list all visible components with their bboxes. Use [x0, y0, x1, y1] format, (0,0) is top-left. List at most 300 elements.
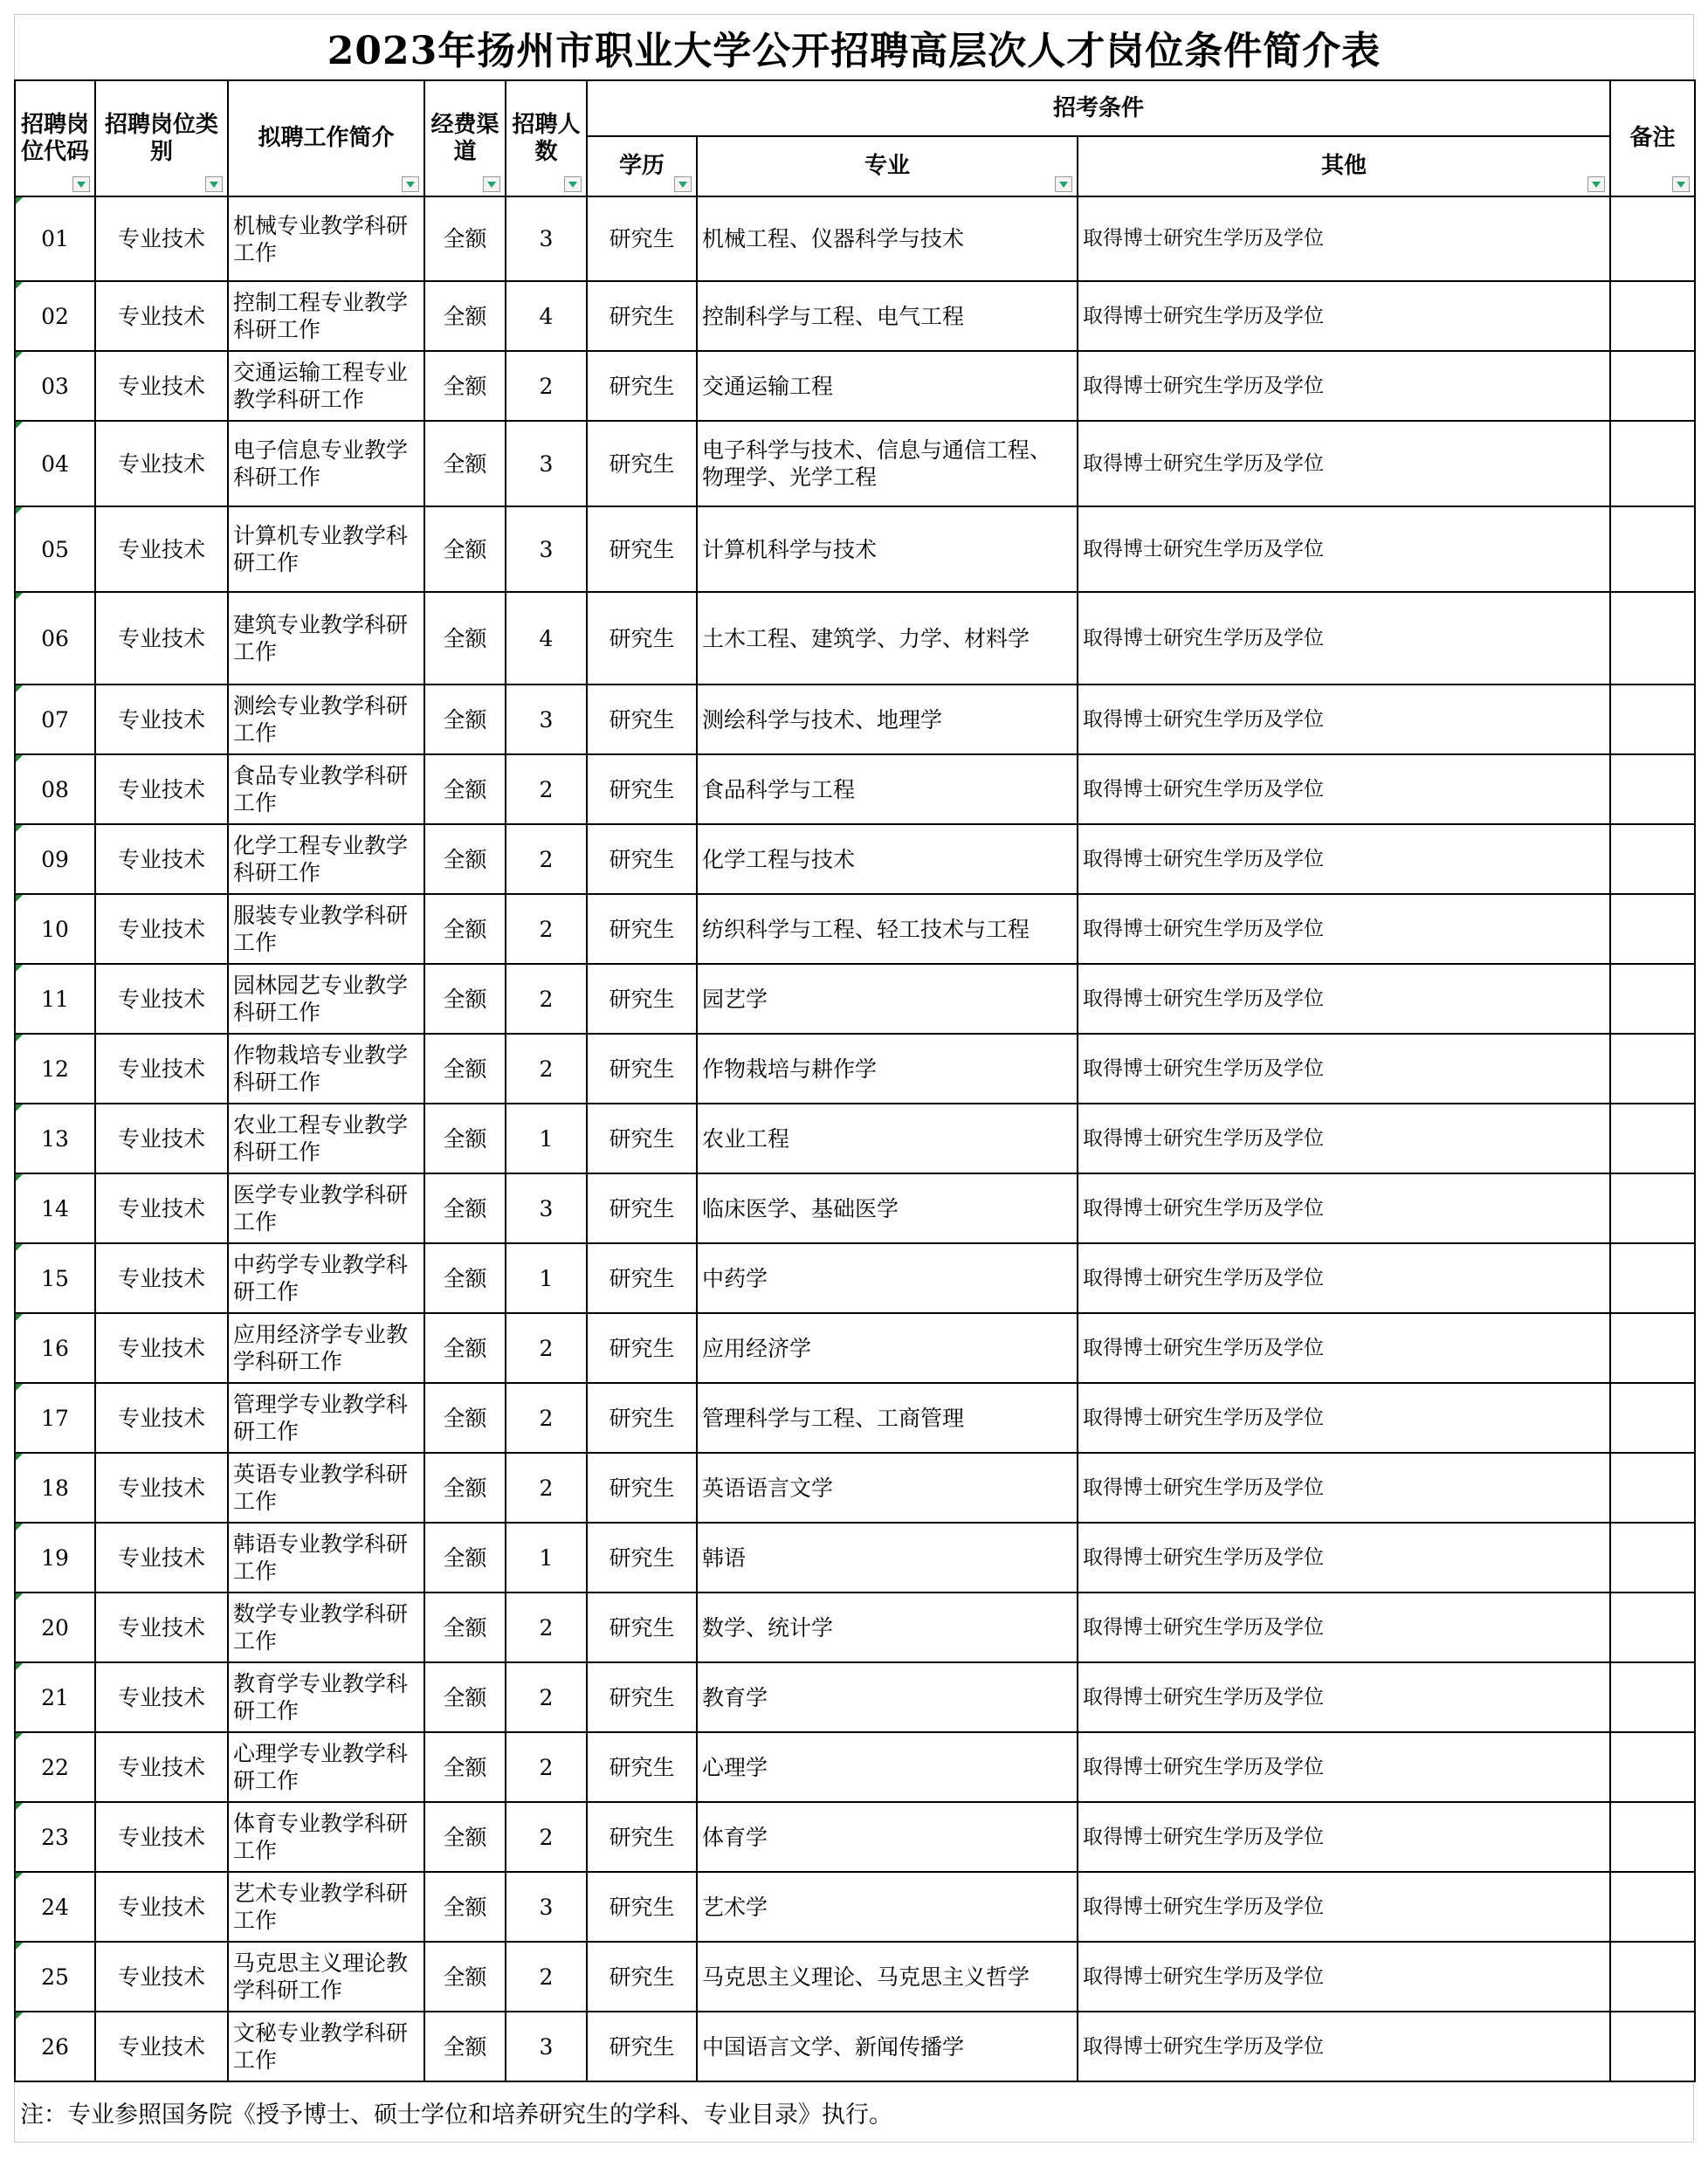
cell-other[interactable]: 取得博士研究生学历及学位	[1078, 754, 1610, 824]
cell-funding[interactable]: 全额	[424, 1872, 506, 1942]
cell-count[interactable]: 1	[506, 1104, 587, 1173]
cell-marker-icon	[16, 1663, 23, 1670]
cell-education[interactable]: 研究生	[587, 1383, 697, 1453]
cell-education[interactable]: 研究生	[587, 1453, 697, 1523]
table-row	[15, 281, 1695, 351]
cell-education[interactable]: 研究生	[587, 754, 697, 824]
cell-category[interactable]: 专业技术	[95, 1173, 228, 1243]
cell-major[interactable]: 交通运输工程	[697, 351, 1078, 421]
cell-remark[interactable]	[1610, 1104, 1695, 1173]
cell-funding[interactable]: 全额	[424, 281, 506, 351]
cell-remark[interactable]	[1610, 1872, 1695, 1942]
header-funding: 经费渠道	[424, 80, 506, 196]
cell-category[interactable]: 专业技术	[95, 754, 228, 824]
cell-category[interactable]: 专业技术	[95, 894, 228, 964]
cell-other[interactable]: 取得博士研究生学历及学位	[1078, 1173, 1610, 1243]
cell-education[interactable]: 研究生	[587, 1034, 697, 1104]
cell-code[interactable]: 06	[15, 592, 95, 684]
cell-other[interactable]: 取得博士研究生学历及学位	[1078, 1942, 1610, 2012]
cell-major[interactable]: 中药学	[697, 1243, 1078, 1313]
cell-marker-icon	[16, 352, 23, 359]
footnote: 注：专业参照国务院《授予博士、硕士学位和培养研究生的学科、专业目录》执行。	[14, 2082, 1694, 2143]
cell-other[interactable]: 取得博士研究生学历及学位	[1078, 964, 1610, 1034]
cell-intro[interactable]: 计算机专业教学科研工作	[228, 506, 424, 592]
cell-intro[interactable]: 医学专业教学科研工作	[228, 1173, 424, 1243]
cell-code[interactable]: 24	[15, 1872, 95, 1942]
cell-marker-icon	[16, 1314, 23, 1321]
cell-education[interactable]: 研究生	[587, 1173, 697, 1243]
cell-marker-icon	[16, 1384, 23, 1391]
filter-dropdown-icon[interactable]	[564, 176, 582, 192]
cell-funding[interactable]: 全额	[424, 824, 506, 894]
cell-count[interactable]: 2	[506, 1592, 587, 1662]
cell-count[interactable]: 3	[506, 684, 587, 754]
cell-intro[interactable]: 体育专业教学科研工作	[228, 1802, 424, 1872]
spreadsheet	[14, 14, 1694, 2143]
cell-code[interactable]: 02	[15, 281, 95, 351]
cell-major[interactable]: 农业工程	[697, 1104, 1078, 1173]
cell-marker-icon	[16, 825, 23, 832]
cell-major[interactable]: 纺织科学与工程、轻工技术与工程	[697, 894, 1078, 964]
cell-other[interactable]: 取得博士研究生学历及学位	[1078, 351, 1610, 421]
table-row	[15, 1104, 1695, 1173]
cell-major[interactable]: 计算机科学与技术	[697, 506, 1078, 592]
cell-education[interactable]: 研究生	[587, 1592, 697, 1662]
table-row	[15, 1732, 1695, 1802]
table-row	[15, 894, 1695, 964]
cell-marker-icon	[16, 422, 23, 429]
cell-remark[interactable]	[1610, 754, 1695, 824]
cell-education[interactable]: 研究生	[587, 196, 697, 281]
cell-funding[interactable]: 全额	[424, 196, 506, 281]
cell-count[interactable]: 2	[506, 1802, 587, 1872]
cell-funding[interactable]: 全额	[424, 1732, 506, 1802]
cell-funding[interactable]: 全额	[424, 1453, 506, 1523]
cell-code[interactable]: 19	[15, 1523, 95, 1592]
filter-dropdown-icon[interactable]	[1672, 176, 1690, 192]
table-row	[15, 1243, 1695, 1313]
table-row	[15, 754, 1695, 824]
cell-remark[interactable]	[1610, 2012, 1695, 2081]
cell-remark[interactable]	[1610, 1243, 1695, 1313]
cell-remark[interactable]	[1610, 1942, 1695, 2012]
cell-count[interactable]: 2	[506, 351, 587, 421]
table-row	[15, 592, 1695, 684]
table-row	[15, 1453, 1695, 1523]
cell-other[interactable]: 取得博士研究生学历及学位	[1078, 1872, 1610, 1942]
cell-category[interactable]: 专业技术	[95, 1104, 228, 1173]
cell-remark[interactable]	[1610, 1523, 1695, 1592]
cell-count[interactable]: 3	[506, 421, 587, 506]
cell-intro[interactable]: 机械专业教学科研工作	[228, 196, 424, 281]
cell-education[interactable]: 研究生	[587, 1732, 697, 1802]
cell-category[interactable]: 专业技术	[95, 1662, 228, 1732]
cell-education[interactable]: 研究生	[587, 2012, 697, 2081]
cell-funding[interactable]: 全额	[424, 506, 506, 592]
cell-code[interactable]: 18	[15, 1453, 95, 1523]
cell-other[interactable]: 取得博士研究生学历及学位	[1078, 1662, 1610, 1732]
cell-marker-icon	[16, 1873, 23, 1880]
cell-marker-icon	[16, 197, 23, 204]
cell-other[interactable]: 取得博士研究生学历及学位	[1078, 592, 1610, 684]
cell-funding[interactable]: 全额	[424, 592, 506, 684]
cell-remark[interactable]	[1610, 281, 1695, 351]
header-remark: 备注	[1610, 80, 1695, 196]
cell-other[interactable]: 取得博士研究生学历及学位	[1078, 824, 1610, 894]
cell-code[interactable]: 26	[15, 2012, 95, 2081]
cell-education[interactable]: 研究生	[587, 894, 697, 964]
cell-major[interactable]: 控制科学与工程、电气工程	[697, 281, 1078, 351]
cell-category[interactable]: 专业技术	[95, 2012, 228, 2081]
cell-marker-icon	[16, 1943, 23, 1950]
cell-count[interactable]: 2	[506, 754, 587, 824]
cell-code[interactable]: 03	[15, 351, 95, 421]
cell-funding[interactable]: 全额	[424, 1592, 506, 1662]
cell-funding[interactable]: 全额	[424, 1383, 506, 1453]
cell-category[interactable]: 专业技术	[95, 421, 228, 506]
cell-category[interactable]: 专业技术	[95, 1592, 228, 1662]
header-count: 招聘人数	[506, 80, 587, 196]
cell-funding[interactable]: 全额	[424, 1313, 506, 1383]
cell-intro[interactable]: 中药学专业教学科研工作	[228, 1243, 424, 1313]
cell-intro[interactable]: 园林园艺专业教学科研工作	[228, 964, 424, 1034]
cell-major[interactable]: 化学工程与技术	[697, 824, 1078, 894]
cell-marker-icon	[16, 965, 23, 972]
cell-remark[interactable]	[1610, 1592, 1695, 1662]
filter-dropdown-icon[interactable]	[1587, 176, 1605, 192]
cell-major[interactable]: 艺术学	[697, 1872, 1078, 1942]
cell-count[interactable]: 2	[506, 1732, 587, 1802]
cell-other[interactable]: 取得博士研究生学历及学位	[1078, 196, 1610, 281]
cell-intro[interactable]: 服装专业教学科研工作	[228, 894, 424, 964]
cell-remark[interactable]	[1610, 1173, 1695, 1243]
header-category: 招聘岗位类别	[95, 80, 228, 196]
cell-count[interactable]: 2	[506, 1313, 587, 1383]
cell-intro[interactable]: 管理学专业教学科研工作	[228, 1383, 424, 1453]
cell-category[interactable]: 专业技术	[95, 1034, 228, 1104]
cell-category[interactable]: 专业技术	[95, 824, 228, 894]
cell-other[interactable]: 取得博士研究生学历及学位	[1078, 1802, 1610, 1872]
table-row	[15, 2012, 1695, 2081]
cell-major[interactable]: 土木工程、建筑学、力学、材料学	[697, 592, 1078, 684]
cell-other[interactable]: 取得博士研究生学历及学位	[1078, 1243, 1610, 1313]
positions-table	[14, 79, 1696, 2082]
cell-category[interactable]: 专业技术	[95, 1453, 228, 1523]
cell-major[interactable]: 机械工程、仪器科学与技术	[697, 196, 1078, 281]
cell-remark[interactable]	[1610, 1802, 1695, 1872]
cell-category[interactable]: 专业技术	[95, 1802, 228, 1872]
cell-funding[interactable]: 全额	[424, 1662, 506, 1732]
cell-count[interactable]: 3	[506, 1872, 587, 1942]
cell-count[interactable]: 1	[506, 1243, 587, 1313]
cell-code[interactable]: 17	[15, 1383, 95, 1453]
cell-remark[interactable]	[1610, 684, 1695, 754]
cell-intro[interactable]: 电子信息专业教学科研工作	[228, 421, 424, 506]
cell-category[interactable]: 专业技术	[95, 964, 228, 1034]
cell-major[interactable]: 马克思主义理论、马克思主义哲学	[697, 1942, 1078, 2012]
cell-major[interactable]: 数学、统计学	[697, 1592, 1078, 1662]
cell-remark[interactable]	[1610, 506, 1695, 592]
cell-major[interactable]: 中国语言文学、新闻传播学	[697, 2012, 1078, 2081]
page-title: 2023年扬州市职业大学公开招聘高层次人才岗位条件简介表	[14, 14, 1694, 79]
cell-funding[interactable]: 全额	[424, 421, 506, 506]
table-row	[15, 351, 1695, 421]
cell-other[interactable]: 取得博士研究生学历及学位	[1078, 281, 1610, 351]
cell-other[interactable]: 取得博士研究生学历及学位	[1078, 1383, 1610, 1453]
cell-remark[interactable]	[1610, 351, 1695, 421]
cell-other[interactable]: 取得博士研究生学历及学位	[1078, 421, 1610, 506]
cell-count[interactable]: 3	[506, 1173, 587, 1243]
cell-category[interactable]: 专业技术	[95, 1383, 228, 1453]
cell-major[interactable]: 管理科学与工程、工商管理	[697, 1383, 1078, 1453]
cell-code[interactable]: 10	[15, 894, 95, 964]
cell-funding[interactable]: 全额	[424, 1523, 506, 1592]
cell-education[interactable]: 研究生	[587, 1523, 697, 1592]
cell-funding[interactable]: 全额	[424, 1034, 506, 1104]
cell-intro[interactable]: 马克思主义理论教学科研工作	[228, 1942, 424, 2012]
cell-count[interactable]: 4	[506, 281, 587, 351]
cell-education[interactable]: 研究生	[587, 421, 697, 506]
cell-category[interactable]: 专业技术	[95, 196, 228, 281]
cell-remark[interactable]	[1610, 421, 1695, 506]
cell-category[interactable]: 专业技术	[95, 1732, 228, 1802]
cell-marker-icon	[16, 1593, 23, 1600]
filter-dropdown-icon[interactable]	[72, 176, 90, 192]
cell-count[interactable]: 2	[506, 1383, 587, 1453]
cell-remark[interactable]	[1610, 196, 1695, 281]
cell-other[interactable]: 取得博士研究生学历及学位	[1078, 1034, 1610, 1104]
cell-code[interactable]: 11	[15, 964, 95, 1034]
cell-code[interactable]: 15	[15, 1243, 95, 1313]
cell-intro[interactable]: 交通运输工程专业教学科研工作	[228, 351, 424, 421]
cell-major[interactable]: 教育学	[697, 1662, 1078, 1732]
cell-other[interactable]: 取得博士研究生学历及学位	[1078, 1592, 1610, 1662]
cell-funding[interactable]: 全额	[424, 964, 506, 1034]
cell-funding[interactable]: 全额	[424, 1243, 506, 1313]
cell-count[interactable]: 1	[506, 1523, 587, 1592]
cell-code[interactable]: 07	[15, 684, 95, 754]
header-conditions: 招考条件	[587, 80, 1610, 136]
cell-code[interactable]: 09	[15, 824, 95, 894]
cell-category[interactable]: 专业技术	[95, 351, 228, 421]
cell-remark[interactable]	[1610, 592, 1695, 684]
cell-major[interactable]: 心理学	[697, 1732, 1078, 1802]
cell-remark[interactable]	[1610, 964, 1695, 1034]
table-row	[15, 1872, 1695, 1942]
cell-other[interactable]: 取得博士研究生学历及学位	[1078, 1104, 1610, 1173]
cell-count[interactable]: 3	[506, 2012, 587, 2081]
cell-intro[interactable]: 测绘专业教学科研工作	[228, 684, 424, 754]
table-row	[15, 1662, 1695, 1732]
cell-remark[interactable]	[1610, 1453, 1695, 1523]
cell-education[interactable]: 研究生	[587, 351, 697, 421]
cell-other[interactable]: 取得博士研究生学历及学位	[1078, 684, 1610, 754]
cell-code[interactable]: 12	[15, 1034, 95, 1104]
cell-code[interactable]: 20	[15, 1592, 95, 1662]
cell-major[interactable]: 英语语言文学	[697, 1453, 1078, 1523]
cell-education[interactable]: 研究生	[587, 1243, 697, 1313]
cell-intro[interactable]: 作物栽培专业教学科研工作	[228, 1034, 424, 1104]
cell-marker-icon	[16, 1104, 23, 1111]
table-row	[15, 1173, 1695, 1243]
cell-major[interactable]: 测绘科学与技术、地理学	[697, 684, 1078, 754]
table-row	[15, 1034, 1695, 1104]
cell-education[interactable]: 研究生	[587, 281, 697, 351]
cell-funding[interactable]: 全额	[424, 1802, 506, 1872]
cell-remark[interactable]	[1610, 824, 1695, 894]
cell-other[interactable]: 取得博士研究生学历及学位	[1078, 1523, 1610, 1592]
cell-marker-icon	[16, 2012, 23, 2019]
cell-other[interactable]: 取得博士研究生学历及学位	[1078, 1453, 1610, 1523]
cell-code[interactable]: 25	[15, 1942, 95, 2012]
cell-code[interactable]: 21	[15, 1662, 95, 1732]
cell-remark[interactable]	[1610, 1732, 1695, 1802]
cell-intro[interactable]: 建筑专业教学科研工作	[228, 592, 424, 684]
cell-marker-icon	[16, 685, 23, 692]
cell-other[interactable]: 取得博士研究生学历及学位	[1078, 1313, 1610, 1383]
cell-major[interactable]: 电子科学与技术、信息与通信工程、物理学、光学工程	[697, 421, 1078, 506]
cell-other[interactable]: 取得博士研究生学历及学位	[1078, 1732, 1610, 1802]
cell-category[interactable]: 专业技术	[95, 506, 228, 592]
header-intro: 拟聘工作简介	[228, 80, 424, 196]
cell-major[interactable]: 食品科学与工程	[697, 754, 1078, 824]
cell-count[interactable]: 2	[506, 964, 587, 1034]
cell-code[interactable]: 01	[15, 196, 95, 281]
table-row	[15, 824, 1695, 894]
cell-count[interactable]: 3	[506, 506, 587, 592]
cell-count[interactable]: 4	[506, 592, 587, 684]
filter-dropdown-icon[interactable]	[1055, 176, 1072, 192]
cell-count[interactable]: 2	[506, 894, 587, 964]
table-row	[15, 1942, 1695, 2012]
cell-funding[interactable]: 全额	[424, 894, 506, 964]
cell-intro[interactable]: 韩语专业教学科研工作	[228, 1523, 424, 1592]
table-row	[15, 421, 1695, 506]
cell-education[interactable]: 研究生	[587, 592, 697, 684]
cell-code[interactable]: 16	[15, 1313, 95, 1383]
cell-education[interactable]: 研究生	[587, 964, 697, 1034]
cell-code[interactable]: 13	[15, 1104, 95, 1173]
cell-remark[interactable]	[1610, 1383, 1695, 1453]
cell-count[interactable]: 2	[506, 1942, 587, 2012]
cell-marker-icon	[16, 1174, 23, 1181]
cell-category[interactable]: 专业技术	[95, 1313, 228, 1383]
cell-major[interactable]: 临床医学、基础医学	[697, 1173, 1078, 1243]
cell-education[interactable]: 研究生	[587, 1802, 697, 1872]
cell-intro[interactable]: 心理学专业教学科研工作	[228, 1732, 424, 1802]
cell-marker-icon	[16, 1454, 23, 1461]
cell-marker-icon	[16, 593, 23, 600]
cell-marker-icon	[16, 507, 23, 514]
table-row	[15, 684, 1695, 754]
filter-dropdown-icon[interactable]	[483, 176, 500, 192]
cell-code[interactable]: 05	[15, 506, 95, 592]
cell-intro[interactable]: 教育学专业教学科研工作	[228, 1662, 424, 1732]
cell-education[interactable]: 研究生	[587, 1662, 697, 1732]
cell-major[interactable]: 园艺学	[697, 964, 1078, 1034]
cell-remark[interactable]	[1610, 1034, 1695, 1104]
cell-other[interactable]: 取得博士研究生学历及学位	[1078, 2012, 1610, 2081]
cell-education[interactable]: 研究生	[587, 1872, 697, 1942]
cell-funding[interactable]: 全额	[424, 684, 506, 754]
cell-funding[interactable]: 全额	[424, 754, 506, 824]
cell-intro[interactable]: 控制工程专业教学科研工作	[228, 281, 424, 351]
cell-funding[interactable]: 全额	[424, 1173, 506, 1243]
cell-major[interactable]: 韩语	[697, 1523, 1078, 1592]
cell-category[interactable]: 专业技术	[95, 281, 228, 351]
cell-other[interactable]: 取得博士研究生学历及学位	[1078, 506, 1610, 592]
cell-major[interactable]: 作物栽培与耕作学	[697, 1034, 1078, 1104]
cell-intro[interactable]: 文秘专业教学科研工作	[228, 2012, 424, 2081]
filter-dropdown-icon[interactable]	[674, 176, 692, 192]
filter-dropdown-icon[interactable]	[402, 176, 419, 192]
cell-intro[interactable]: 化学工程专业教学科研工作	[228, 824, 424, 894]
cell-code[interactable]: 08	[15, 754, 95, 824]
cell-marker-icon	[16, 282, 23, 289]
cell-category[interactable]: 专业技术	[95, 1942, 228, 2012]
cell-marker-icon	[16, 1803, 23, 1810]
cell-count[interactable]: 2	[506, 1453, 587, 1523]
cell-count[interactable]: 2	[506, 1662, 587, 1732]
cell-major[interactable]: 体育学	[697, 1802, 1078, 1872]
cell-education[interactable]: 研究生	[587, 1104, 697, 1173]
cell-major[interactable]: 应用经济学	[697, 1313, 1078, 1383]
cell-education[interactable]: 研究生	[587, 1942, 697, 2012]
cell-marker-icon	[16, 1524, 23, 1531]
cell-education[interactable]: 研究生	[587, 824, 697, 894]
table-row	[15, 1592, 1695, 1662]
table-row	[15, 1383, 1695, 1453]
cell-education[interactable]: 研究生	[587, 684, 697, 754]
cell-intro[interactable]: 食品专业教学科研工作	[228, 754, 424, 824]
cell-category[interactable]: 专业技术	[95, 1523, 228, 1592]
cell-education[interactable]: 研究生	[587, 1313, 697, 1383]
cell-code[interactable]: 04	[15, 421, 95, 506]
filter-dropdown-icon[interactable]	[205, 176, 223, 192]
header-code: 招聘岗位代码	[15, 80, 95, 196]
cell-category[interactable]: 专业技术	[95, 1872, 228, 1942]
cell-funding[interactable]: 全额	[424, 2012, 506, 2081]
cell-intro[interactable]: 农业工程专业教学科研工作	[228, 1104, 424, 1173]
cell-funding[interactable]: 全额	[424, 351, 506, 421]
cell-remark[interactable]	[1610, 1313, 1695, 1383]
cell-intro[interactable]: 应用经济学专业教学科研工作	[228, 1313, 424, 1383]
cell-education[interactable]: 研究生	[587, 506, 697, 592]
cell-other[interactable]: 取得博士研究生学历及学位	[1078, 894, 1610, 964]
cell-funding[interactable]: 全额	[424, 1942, 506, 2012]
cell-category[interactable]: 专业技术	[95, 592, 228, 684]
cell-code[interactable]: 23	[15, 1802, 95, 1872]
cell-funding[interactable]: 全额	[424, 1104, 506, 1173]
header-education: 学历	[587, 136, 697, 196]
cell-count[interactable]: 2	[506, 824, 587, 894]
cell-remark[interactable]	[1610, 894, 1695, 964]
cell-category[interactable]: 专业技术	[95, 684, 228, 754]
cell-intro[interactable]: 英语专业教学科研工作	[228, 1453, 424, 1523]
cell-remark[interactable]	[1610, 1662, 1695, 1732]
cell-marker-icon	[16, 1733, 23, 1740]
cell-intro[interactable]: 数学专业教学科研工作	[228, 1592, 424, 1662]
table-row	[15, 964, 1695, 1034]
cell-category[interactable]: 专业技术	[95, 1243, 228, 1313]
table-row	[15, 1523, 1695, 1592]
cell-intro[interactable]: 艺术专业教学科研工作	[228, 1872, 424, 1942]
cell-count[interactable]: 3	[506, 196, 587, 281]
header-major: 专业	[697, 136, 1078, 196]
cell-code[interactable]: 22	[15, 1732, 95, 1802]
cell-code[interactable]: 14	[15, 1173, 95, 1243]
cell-count[interactable]: 2	[506, 1034, 587, 1104]
